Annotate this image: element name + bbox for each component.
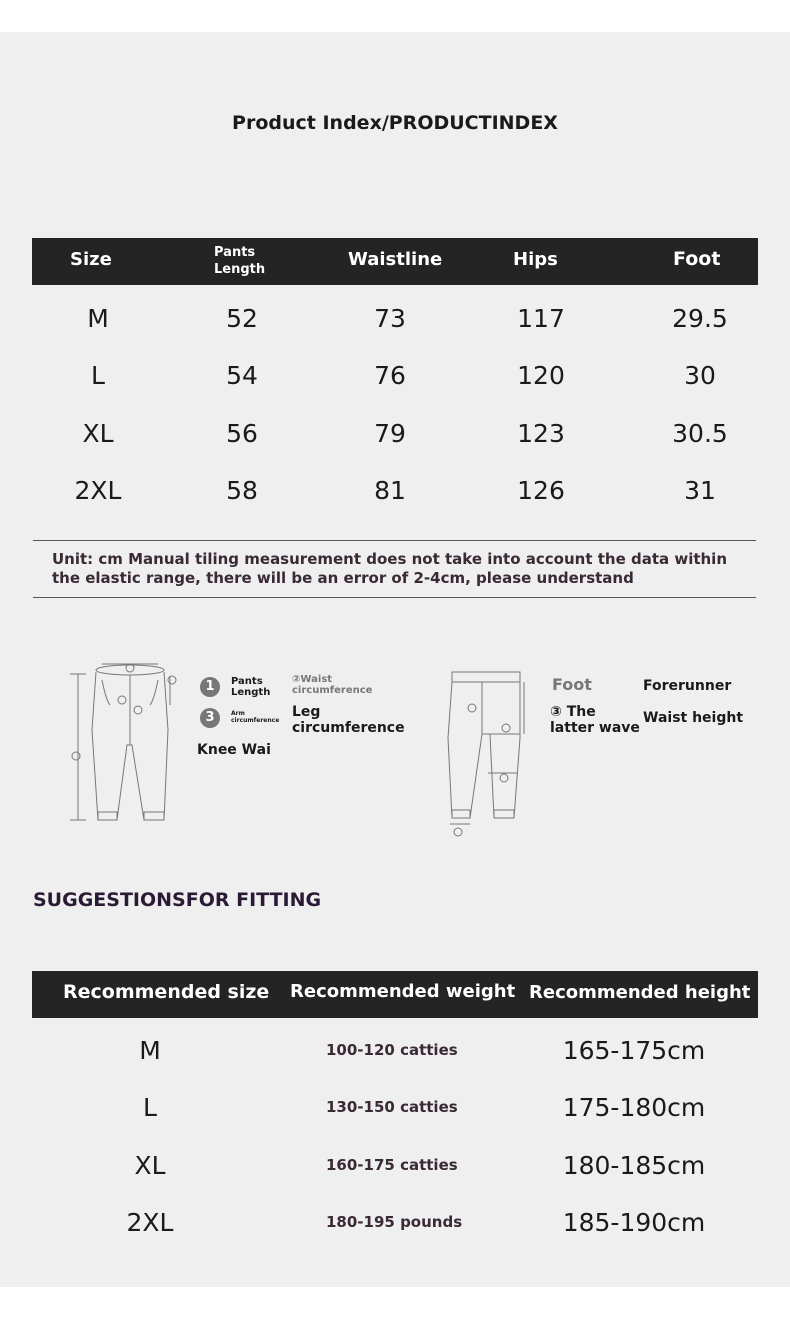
hips-cell: 126	[517, 476, 565, 505]
hips-cell: 117	[517, 304, 565, 333]
fit-weight-cell: 160-175 catties	[326, 1156, 458, 1174]
size-cell: 2XL	[74, 476, 122, 505]
header-pants-length: Pants Length	[214, 245, 266, 277]
fit-size-cell: XL	[134, 1151, 166, 1180]
length-cell: 58	[226, 476, 258, 505]
fit-height-cell: 180-185cm	[562, 1151, 706, 1180]
foot-cell: 30.5	[672, 419, 728, 448]
fit-weight-cell: 130-150 catties	[326, 1098, 458, 1116]
fit-height-cell: 165-175cm	[562, 1036, 706, 1065]
header-recommended-weight: Recommended weight	[290, 981, 516, 1002]
label-waist-circumference: ②Waist circumference	[292, 674, 373, 696]
label-forerunner: Forerunner	[643, 678, 732, 694]
fit-size-cell: 2XL	[126, 1208, 174, 1237]
fit-height-cell: 185-190cm	[562, 1208, 706, 1237]
page-title: Product Index/PRODUCTINDEX	[232, 112, 558, 134]
label-foot: Foot	[552, 675, 592, 694]
size-table-header	[32, 238, 758, 285]
foot-cell: 31	[684, 476, 716, 505]
measurement-note: Unit: cm Manual tiling measurement does not take into account the data within the elastic range, there will be an error of 2-4cm, please understand	[52, 550, 728, 587]
foot-cell: 30	[684, 361, 716, 390]
badge-one: 1	[200, 677, 220, 697]
header-foot: Foot	[673, 248, 721, 270]
suggestions-title: SUGGESTIONSFOR FITTING	[33, 889, 322, 911]
fit-weight-cell: 100-120 catties	[326, 1041, 458, 1059]
label-pants-length: Pants Length	[231, 676, 271, 698]
length-cell: 54	[226, 361, 258, 390]
fit-weight-cell: 180-195 pounds	[326, 1213, 463, 1231]
size-cell: M	[87, 304, 109, 333]
label-arm-circumference: Arm circumference	[231, 710, 280, 724]
pants-front-diagram	[62, 660, 182, 832]
length-cell: 52	[226, 304, 258, 333]
fit-table-header	[32, 971, 758, 1018]
length-cell: 56	[226, 419, 258, 448]
header-hips: Hips	[513, 249, 558, 270]
waist-cell: 79	[374, 419, 406, 448]
label-latter-wave: ③ The latter wave	[550, 704, 640, 736]
header-size: Size	[70, 249, 112, 270]
fit-size-cell: L	[143, 1093, 157, 1122]
size-cell: XL	[82, 419, 114, 448]
waist-cell: 76	[374, 361, 406, 390]
label-waist-height: Waist height	[643, 710, 744, 726]
header-recommended-size: Recommended size	[63, 981, 270, 1003]
pants-back-diagram	[440, 668, 540, 840]
fit-height-cell: 175-180cm	[562, 1093, 706, 1122]
header-waistline: Waistline	[348, 249, 443, 270]
fit-size-cell: M	[139, 1036, 161, 1065]
hips-cell: 123	[517, 419, 565, 448]
foot-cell: 29.5	[672, 304, 728, 333]
label-leg-circumference: Leg circumference	[292, 704, 405, 736]
divider-top	[33, 540, 756, 541]
waist-cell: 81	[374, 476, 406, 505]
divider-bottom	[33, 597, 756, 598]
hips-cell: 120	[517, 361, 565, 390]
header-recommended-height: Recommended height	[529, 982, 751, 1003]
waist-cell: 73	[374, 304, 406, 333]
label-knee-wai: Knee Wai	[197, 742, 271, 758]
badge-three: 3	[200, 708, 220, 728]
size-cell: L	[91, 361, 105, 390]
